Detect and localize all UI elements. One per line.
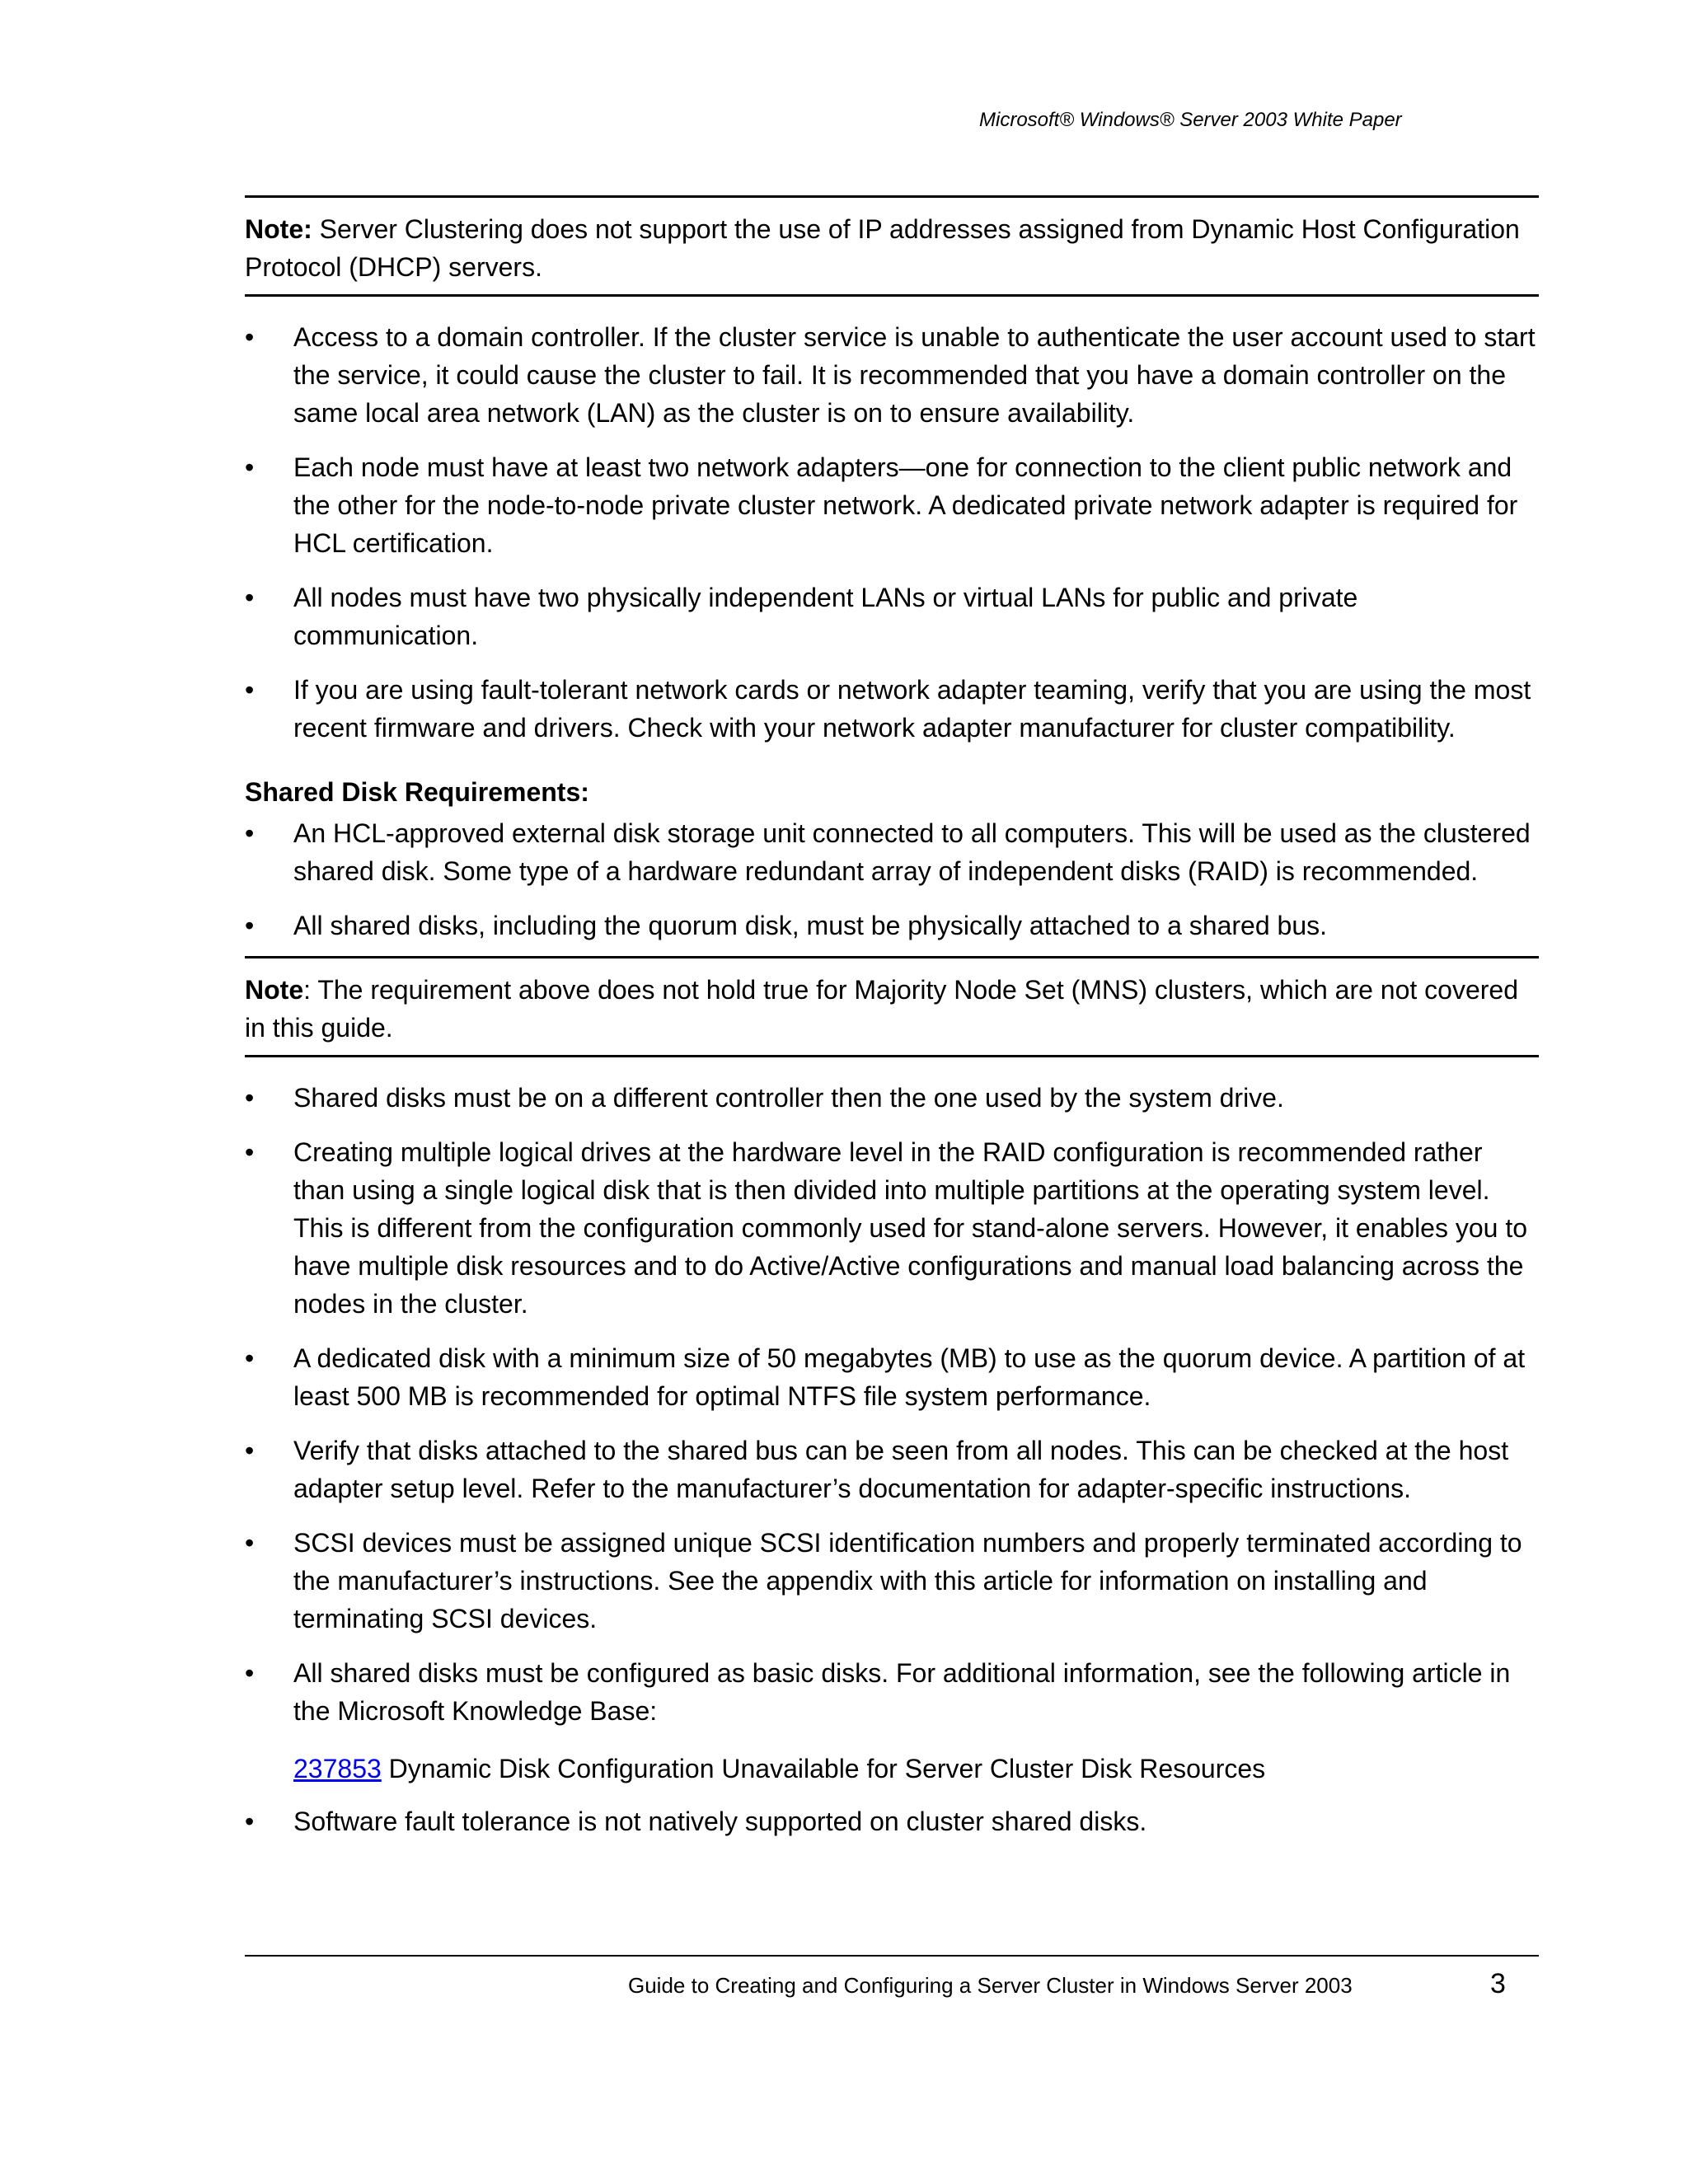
list-item: • All shared disks, including the quorum disk, must be physically attached to a shared bus. — [245, 907, 1539, 944]
list-item: • If you are using fault-tolerant network cards or network adapter teaming, verify that you are using the most recent firmware and drivers. Check with your network adapter manufacturer for cluster compatibility. — [245, 671, 1539, 747]
note-label: Note — [245, 975, 304, 1005]
shared-disk-list-b — [245, 1079, 1539, 1730]
bullet-icon: • — [245, 1436, 255, 1465]
bullet-icon: • — [245, 1528, 255, 1558]
list-item: • Each node must have at least two network adapters—one for connection to the client public network and the other for the node-to-node private cluster network. A dedicated private network adapter is required for HCL certification. — [245, 448, 1539, 562]
bullet-icon: • — [245, 452, 255, 482]
document-body — [245, 195, 1539, 1857]
note-label: Note: — [245, 214, 312, 244]
list-item: • An HCL-approved external disk storage unit connected to all computers. This will be used as the clustered shared disk. Some type of a hardware redundant array of independent disks (RAID) is recommended. — [245, 814, 1539, 890]
list-item: • Verify that disks attached to the shared bus can be seen from all nodes. This can be checked at the host adapter setup level. Refer to the manufacturer’s documentation for adapter-specific instructions. — [245, 1432, 1539, 1507]
page-header-title: Microsoft® Windows® Server 2003 White Paper — [979, 109, 1402, 131]
list-item: • Shared disks must be on a different controller then the one used by the system drive. — [245, 1079, 1539, 1117]
note-mns — [245, 956, 1539, 1057]
bullet-icon: • — [245, 675, 255, 705]
kb-article-title: Dynamic Disk Configuration Unavailable for Server Cluster Disk Resources — [381, 1754, 1266, 1783]
section-heading-shared-disk: Shared Disk Requirements: — [245, 777, 589, 807]
bullet-icon: • — [245, 818, 255, 848]
list-item: • All nodes must have two physically independent LANs or virtual LANs for public and private communication. — [245, 579, 1539, 654]
final-list — [245, 1802, 1539, 1840]
footer-title: Guide to Creating and Configuring a Server Cluster in Windows Server 2003 — [628, 1973, 1353, 1998]
bullet-icon: • — [245, 1658, 255, 1688]
list-item: • Access to a domain controller. If the cluster service is unable to authenticate the user account used to start the service, it could cause the cluster to fail. It is recommended that you have a domain controller on the same local area network (LAN) as the cluster is on to ensure availability. — [245, 318, 1539, 432]
list-item: • SCSI devices must be assigned unique SCSI identification numbers and properly terminated according to the manufacturer’s instructions. See the appendix with this article for information on installing and terminating SCSI devices. — [245, 1524, 1539, 1638]
kb-article-link[interactable]: 237853 — [293, 1754, 382, 1783]
list-item: • Creating multiple logical drives at the hardware level in the RAID configuration is recommended rather than using a single logical disk that is then divided into multiple partitions at the operating system level. This is different from the configuration commonly used for stand-alone servers. However, it enables you to have multiple disk resources and to do Active/Active configurations and manual load balancing across the nodes in the cluster. — [245, 1133, 1539, 1323]
page-footer — [245, 1955, 1539, 1999]
bullet-icon: • — [245, 1807, 255, 1836]
bullet-icon: • — [245, 1083, 255, 1113]
bullet-icon: • — [245, 1343, 255, 1373]
shared-disk-list-a — [245, 814, 1539, 944]
note-dhcp — [245, 195, 1539, 297]
list-item: • A dedicated disk with a minimum size of 50 megabytes (MB) to use as the quorum device. A partition of at least 500 MB is recommended for optimal NTFS file system performance. — [245, 1339, 1539, 1415]
list-item: • All shared disks must be configured as basic disks. For additional information, see the following article in the Microsoft Knowledge Base: — [245, 1654, 1539, 1730]
bullet-icon: • — [245, 322, 255, 352]
list-item: • Software fault tolerance is not natively supported on cluster shared disks. — [245, 1802, 1539, 1840]
kb-article-reference — [245, 1750, 1539, 1788]
note-text: : The requirement above does not hold true for Majority Node Set (MNS) clusters, which are not covered in this guide. — [245, 975, 1518, 1043]
bullet-icon: • — [245, 911, 255, 940]
bullet-icon: • — [245, 1137, 255, 1167]
note-text: Server Clustering does not support the use of IP addresses assigned from Dynamic Host Configuration Protocol (DHCP) servers. — [245, 214, 1520, 282]
bullet-icon: • — [245, 583, 255, 612]
network-requirements-list — [245, 318, 1539, 747]
page-number: 3 — [1490, 1968, 1506, 1999]
